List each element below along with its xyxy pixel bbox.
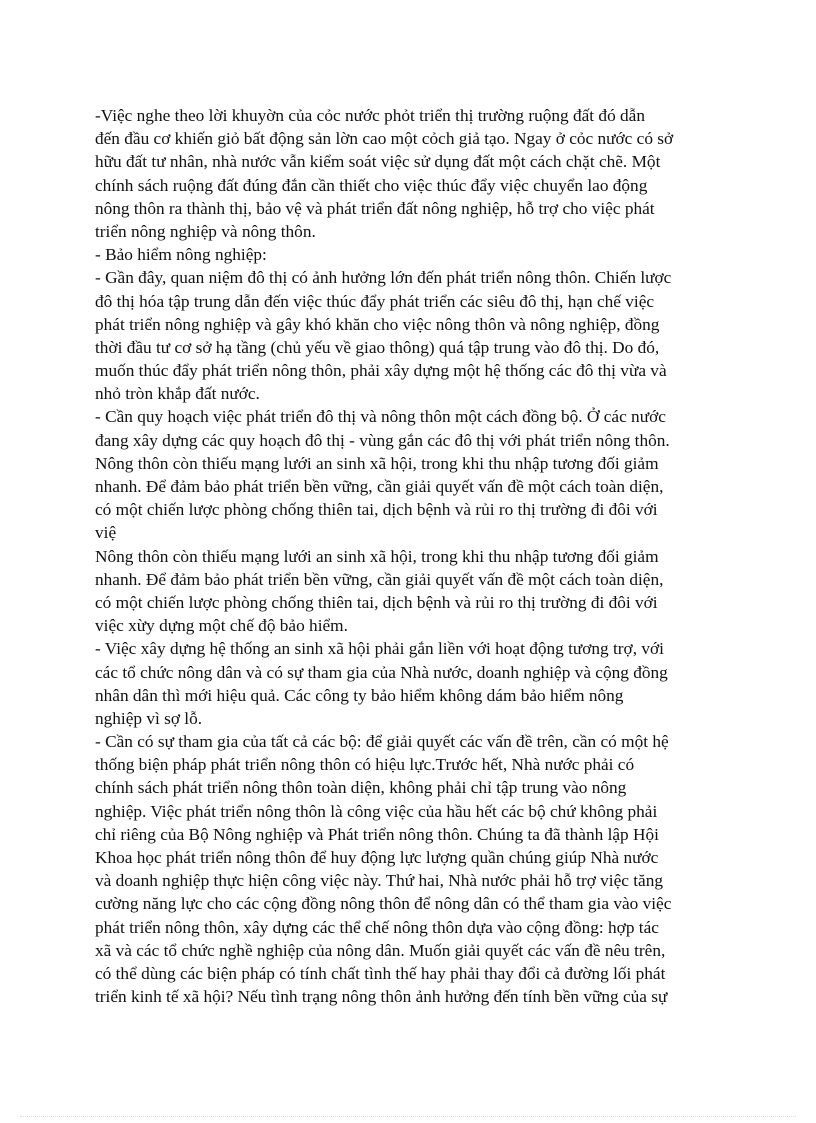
text-line: có thể dùng các biện pháp có tính chất tình thế hay phải thay đổi cả đường lối phát <box>95 963 666 983</box>
text-line: đô thị hóa tập trung dẫn đến việc thúc đẩy phát triển các siêu đô thị, hạn chế việc <box>95 291 655 311</box>
text-line: nhanh. Để đảm bảo phát triển bền vững, cần giải quyết vấn đề một cách toàn diện, <box>95 569 664 589</box>
text-line: hữu đất tư nhân, nhà nước vẫn kiểm soát việc sử dụng đất một cách chặt chẽ. Một <box>95 152 661 172</box>
text-line: chính sách ruộng đất đúng đắn cần thiết cho việc thúc đẩy việc chuyển lao động <box>95 175 648 195</box>
text-line: phát triển nông thôn, xây dựng các thể chế nông thôn dựa vào cộng đồng: hợp tác <box>95 917 659 937</box>
text-line: muốn thúc đẩy phát triển nông thôn, phải xây dựng một hệ thống các đô thị vừa và <box>95 361 667 381</box>
text-line: chính sách phát triển nông thôn toàn diện, không phải chỉ tập trung vào nông <box>95 778 627 798</box>
text-line: có một chiến lược phòng chống thiên tai, dịch bệnh và rủi ro thị trường đi đôi với <box>95 592 658 612</box>
text-line: triển nông nghiệp và nông thôn. <box>95 221 316 241</box>
text-line: đang xây dựng các quy hoạch đô thị - vùng gắn các đô thị với phát triển nông thôn. <box>95 430 670 450</box>
text-line: nhân dân thì mới hiệu quả. Các công ty bảo hiểm không dám bảo hiểm nông <box>95 685 624 705</box>
text-line: - Bảo hiểm nông nghiệp: <box>95 245 267 265</box>
page-bottom-edge <box>20 1116 796 1117</box>
text-line: việc xừy dựng một chế độ bảo hiểm. <box>95 616 348 636</box>
text-line: có một chiến lược phòng chống thiên tai, dịch bệnh và rủi ro thị trường đi đôi với <box>95 500 658 520</box>
text-line: nghiệp vì sợ lỗ. <box>95 708 203 728</box>
text-line: cường năng lực cho các cộng đồng nông thôn để nông dân có thể tham gia vào việc <box>95 894 672 914</box>
text-line: đến đầu cơ khiến giỏ bất động sản lờn cao một cỏch giả tạo. Ngay ở cỏc nước có sở <box>95 129 674 149</box>
text-line: - Gần đây, quan niệm đô thị có ảnh hưởng lớn đến phát triển nông thôn. Chiến lược <box>95 268 672 288</box>
text-line: thống biện pháp phát triển nông thôn có hiệu lực.Trước hết, Nhà nước phải có <box>95 755 635 775</box>
text-line: nghiệp. Việc phát triển nông thôn là công việc của hầu hết các bộ chứ không phải <box>95 801 658 821</box>
text-line: xã và các tổ chức nghề nghiệp của nông dân. Muốn giải quyết các vấn đề nêu trên, <box>95 940 666 960</box>
document-body <box>95 104 735 1008</box>
text-line: các tổ chức nông dân và có sự tham gia của Nhà nước, doanh nghiệp và cộng đồng <box>95 662 668 682</box>
text-line: và doanh nghiệp thực hiện công việc này. Thứ hai, Nhà nước phải hỗ trợ việc tăng <box>95 871 664 891</box>
text-line: thời đầu tư cơ sở hạ tầng (chủ yếu về giao thông) quá tập trung vào đô thị. Do đó, <box>95 337 660 357</box>
text-line: phát triển nông nghiệp và gây khó khăn cho việc nông thôn và nông nghiệp, đồng <box>95 314 660 334</box>
text-line: triển kinh tế xã hội? Nếu tình trạng nông thôn ảnh hưởng đến tính bền vững của sự <box>95 987 668 1007</box>
text-line: chỉ riêng của Bộ Nông nghiệp và Phát triển nông thôn. Chúng ta đã thành lập Hội <box>95 824 659 844</box>
text-line: nông thôn ra thành thị, bảo vệ và phát triển đất nông nghiệp, hỗ trợ cho việc phát <box>95 198 655 218</box>
text-line: Khoa học phát triển nông thôn để huy động lực lượng quần chúng giúp Nhà nước <box>95 848 659 867</box>
text-line: - Cần quy hoạch việc phát triển đô thị và nông thôn một cách đồng bộ. Ở các nước <box>95 407 666 427</box>
text-line: -Việc nghe theo lời khuyờn của cỏc nước phỏt triển thị trường ruộng đất đó dẫn <box>95 106 645 125</box>
text-line: Nông thôn còn thiếu mạng lưới an sinh xã hội, trong khi thu nhập tương đối giảm <box>95 546 659 566</box>
text-line: Nông thôn còn thiếu mạng lưới an sinh xã hội, trong khi thu nhập tương đối giảm <box>95 453 659 473</box>
text-line: nhanh. Để đảm bảo phát triển bền vững, cần giải quyết vấn đề một cách toàn diện, <box>95 477 664 496</box>
text-line: việ <box>95 523 117 543</box>
text-line: - Cần có sự tham gia của tất cả các bộ: để giải quyết các vấn đề trên, cần có một hệ <box>95 732 669 752</box>
text-line: - Việc xây dựng hệ thống an sinh xã hội phải gắn liền với hoạt động tương trợ, với <box>95 639 664 659</box>
text-line: nhỏ tròn khắp đất nước. <box>95 384 260 404</box>
